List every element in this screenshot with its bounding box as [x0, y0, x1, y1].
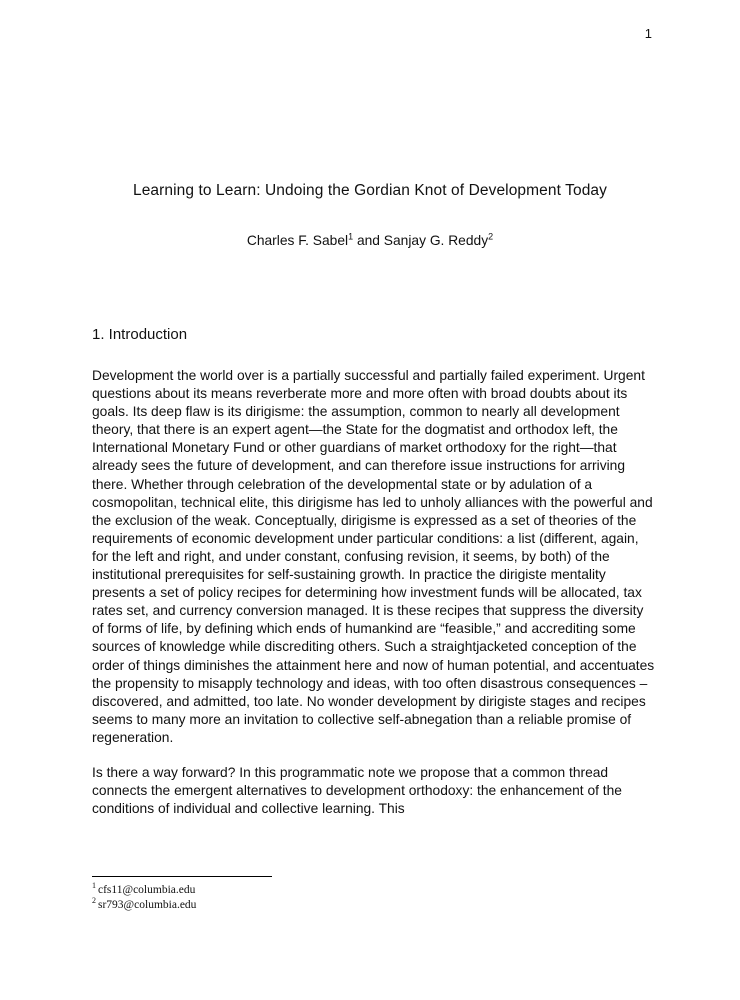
- footnote-2: [92, 898, 658, 913]
- author-2-name: Sanjay G. Reddy: [383, 233, 489, 248]
- footnote-separator-rule: [92, 876, 272, 877]
- authors-line: [70, 233, 670, 248]
- paper-title: Learning to Learn: Undoing the Gordian Knot of Development Today: [132, 182, 607, 199]
- footnotes-section: [92, 876, 658, 913]
- introduction-paragraph-2: Is there a way forward? In this programmatic note we propose that a common thread connects the emergent alternatives to development orthodoxy: the enhancement of the conditions of individual and collective learning. This: [92, 764, 622, 817]
- footnote-2-text: sr793@columbia.edu: [98, 899, 197, 911]
- footnote-1: [92, 883, 658, 898]
- footnote-1-text: cfs11@columbia.edu: [98, 884, 196, 896]
- author-2-footnote-marker: 2: [488, 231, 494, 242]
- author-1-footnote-marker: 1: [348, 231, 354, 242]
- author-1-name: Charles F. Sabel: [246, 233, 349, 248]
- authors-separator: and: [353, 233, 384, 248]
- document-body: [92, 326, 658, 835]
- footnote-1-marker: 1: [92, 881, 96, 891]
- footnote-2-marker: 2: [92, 896, 96, 906]
- introduction-paragraph-1: Development the world over is a partially successful and partially failed experiment. Urgent questions about its means reverberate more and more often with broad doubts about its goals. Its deep flaw is its dirigisme: the assumption, common to nearly all development theory, that there is an expert agent—the State for the dogmatist and orthodox left, the International Monetary Fund or other guardians of market orthodoxy for the right—that already sees the future of development, and can therefore issue instructions for arriving there. Whether through celebration of the developmental state or by adulation of a cosmopolitan, technical elite, this dirigisme has led to unholy alliances with the powerful and the exclusion of the weak. Conceptually, dirigisme is expressed as a set of theories of the requirements of economic development under particular conditions: a list (different, again, for the left and right, and under constant, confusing revision, it seems, by both) of the institutional prerequisites for self-sustaining growth. In practice the dirigiste mentality presents a set of policy recipes for determining how investment funds will be allocated, tax rates set, and currency conversion managed. It is these recipes that suppress the diversity of forms of life, by defining which ends of humankind are “feasible,” and accrediting some sources of knowledge while discrediting others. Such a straightjacketed conception of the order of things diminishes the attainment here and now of human potential, and accentuates the propensity to misapply technology and ideas, with too often disastrous consequences – discovered, and admitted, too late. No wonder development by dirigiste stages and recipes seems to many more an invitation to collective self-abnegation than a reliable promise of regeneration.: [92, 368, 655, 745]
- page-number: 1: [644, 26, 652, 41]
- section-heading-introduction: 1. Introduction: [92, 326, 188, 343]
